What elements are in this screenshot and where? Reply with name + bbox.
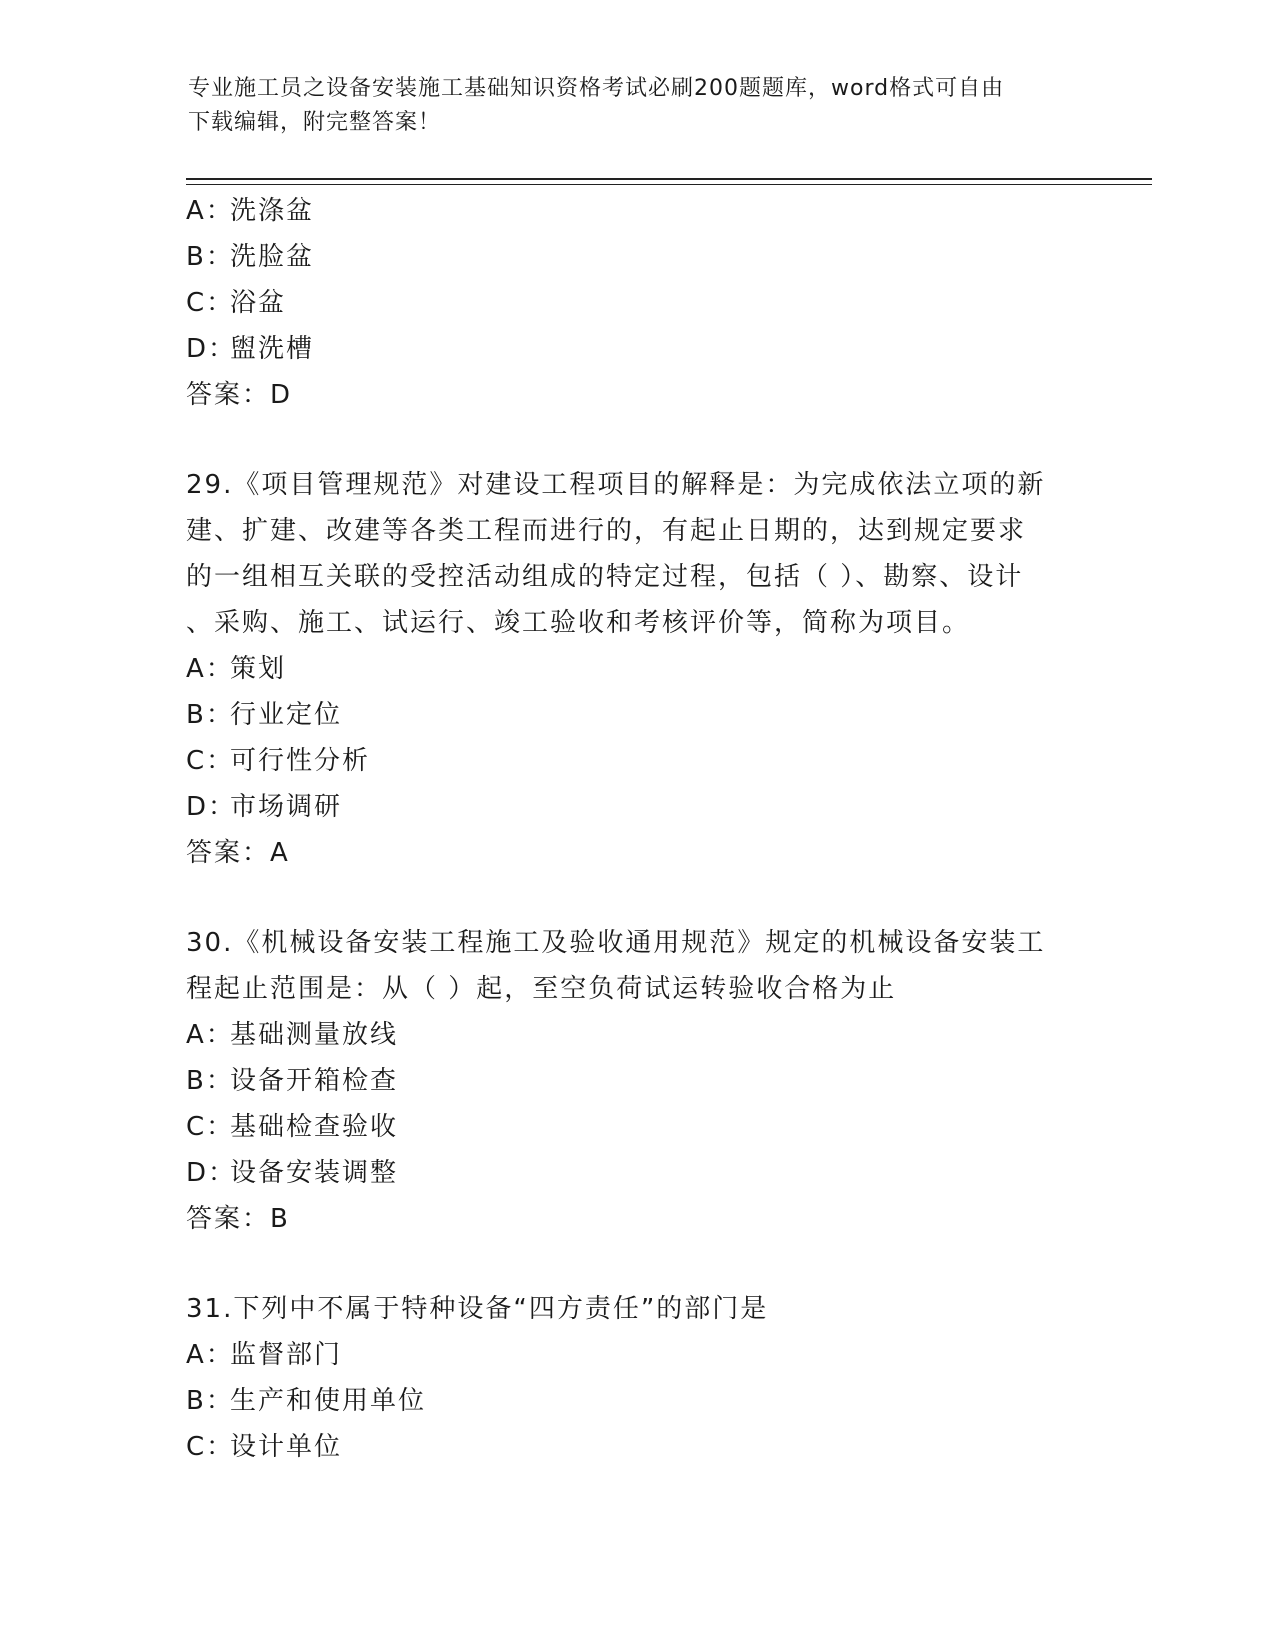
option-label: C： [186, 1432, 235, 1462]
option-text: 设计单位 [230, 1432, 343, 1462]
option-label: C： [186, 1112, 235, 1142]
question-spacer [186, 1242, 1086, 1286]
answer-option [186, 1332, 1086, 1378]
question-list [186, 188, 1086, 1470]
question-stem-line: 、采购、施工、试运行、竣工验收和考核评价等，简称为项目。 [186, 608, 971, 638]
header-divider-thin [186, 184, 1152, 185]
option-text: 可行性分析 [230, 746, 371, 776]
option-text: 基础测量放线 [230, 1020, 399, 1050]
answer-option [186, 234, 1086, 280]
document-header [188, 72, 1068, 140]
question-stem-line: 的一组相互关联的受控活动组成的特定过程，包括（ ）、勘察、设计 [186, 562, 1024, 592]
option-text: 策划 [230, 654, 287, 684]
answer-option [186, 1012, 1086, 1058]
question-block [186, 462, 1086, 876]
option-text: 基础检查验收 [230, 1112, 399, 1142]
option-label: D： [186, 1158, 237, 1188]
question-stem-line: 程起止范围是：从（ ）起，至空负荷试运转验收合格为止 [186, 974, 897, 1004]
answer-option [186, 738, 1086, 784]
question-stem-line: 建、扩建、改建等各类工程而进行的，有起止日期的，达到规定要求 [186, 516, 1027, 546]
answer-option [186, 1104, 1086, 1150]
option-text: 市场调研 [230, 792, 343, 822]
answer-option [186, 1150, 1086, 1196]
question-stem-line: 30.《机械设备安装工程施工及验收通用规范》规定的机械设备安装工 [186, 928, 1046, 958]
option-label: C： [186, 288, 235, 318]
question-block [186, 1286, 1086, 1470]
answer-option [186, 784, 1086, 830]
answer-option [186, 280, 1086, 326]
option-text: 浴盆 [230, 288, 287, 318]
answer-option [186, 188, 1086, 234]
question-spacer [186, 418, 1086, 462]
option-text: 监督部门 [230, 1340, 343, 1370]
option-text: 盥洗槽 [230, 334, 315, 364]
option-label: D： [186, 334, 237, 364]
option-text: 生产和使用单位 [230, 1386, 427, 1416]
option-text: 洗涤盆 [230, 196, 315, 226]
option-label: A： [186, 654, 234, 684]
answer-key: 答案：B [186, 1204, 290, 1234]
answer-option [186, 1058, 1086, 1104]
header-title-line-1: 专业施工员之设备安装施工基础知识资格考试必刷200题题库，word格式可自由 [188, 76, 1005, 101]
option-text: 设备安装调整 [230, 1158, 399, 1188]
option-label: B： [186, 700, 234, 730]
question-stem-line: 31.下列中不属于特种设备“四方责任”的部门是 [186, 1294, 769, 1324]
option-text: 行业定位 [230, 700, 343, 730]
option-label: B： [186, 1386, 234, 1416]
answer-option [186, 1424, 1086, 1470]
answer-option [186, 1378, 1086, 1424]
question-block [186, 920, 1086, 1242]
header-title-line-2: 下载编辑，附完整答案！ [188, 110, 442, 135]
option-label: D： [186, 792, 237, 822]
question-spacer [186, 876, 1086, 920]
answer-key: 答案：A [186, 838, 290, 868]
option-label: B： [186, 242, 234, 272]
answer-option [186, 326, 1086, 372]
answer-option [186, 646, 1086, 692]
question-block [186, 188, 1086, 418]
option-label: B： [186, 1066, 234, 1096]
option-text: 设备开箱检查 [230, 1066, 399, 1096]
answer-key: 答案：D [186, 380, 293, 410]
option-label: C： [186, 746, 235, 776]
answer-option [186, 692, 1086, 738]
header-divider-thick [186, 178, 1152, 180]
option-label: A： [186, 1020, 234, 1050]
option-label: A： [186, 1340, 234, 1370]
option-text: 洗脸盆 [230, 242, 315, 272]
option-label: A： [186, 196, 234, 226]
question-stem-line: 29.《项目管理规范》对建设工程项目的解释是：为完成依法立项的新 [186, 470, 1046, 500]
